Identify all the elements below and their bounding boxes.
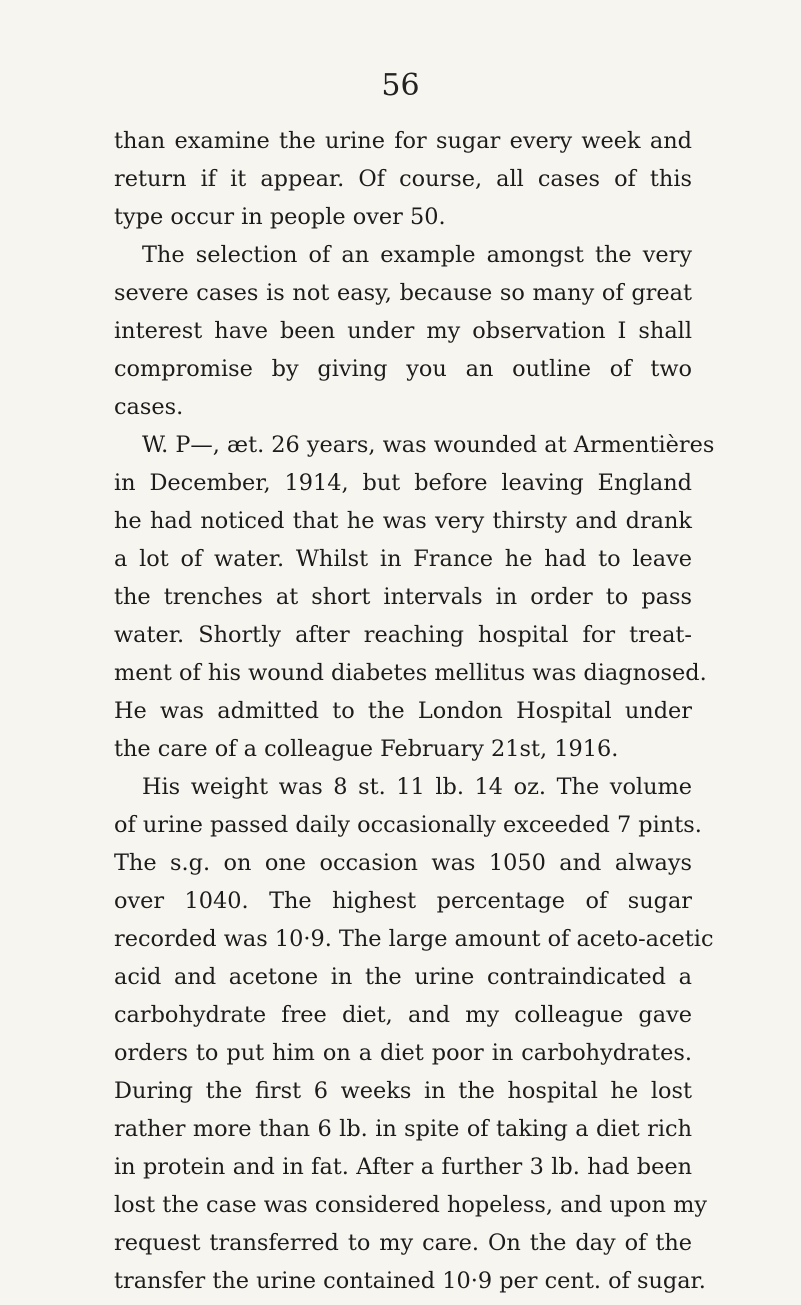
text-line: severe cases is not easy, because so many of great bbox=[114, 280, 692, 306]
text-line: cases. bbox=[114, 394, 184, 420]
paragraph-start-line: The selection of an example amongst the very bbox=[142, 242, 692, 268]
text-line: transfer the urine contained 10·9 per cent. of sugar. bbox=[114, 1268, 706, 1294]
text-line: return if it appear. Of course, all cases of this bbox=[114, 166, 692, 192]
text-line: compromise by giving you an outline of two bbox=[114, 356, 692, 382]
text-line: type occur in people over 50. bbox=[114, 204, 446, 230]
page-number: 56 bbox=[381, 68, 420, 103]
text-line: interest have been under my observation I shall bbox=[114, 318, 692, 344]
text-line: water. Shortly after reaching hospital for treat- bbox=[114, 622, 692, 648]
text-line: lost the case was considered hopeless, and upon my bbox=[114, 1192, 707, 1218]
text-line: he had noticed that he was very thirsty and drank bbox=[114, 508, 692, 534]
text-line: over 1040. The highest percentage of sugar bbox=[114, 888, 692, 914]
text-line: in protein and in fat. After a further 3 lb. had been bbox=[114, 1154, 692, 1180]
text-line: the care of a colleague February 21st, 1916. bbox=[114, 736, 619, 762]
text-line: orders to put him on a diet poor in carbohydrates. bbox=[114, 1040, 692, 1066]
text-line: than examine the urine for sugar every week and bbox=[114, 128, 692, 154]
text-line: recorded was 10·9. The large amount of aceto-acetic bbox=[114, 926, 714, 952]
paragraph-start-line: W. P—, æt. 26 years, was wounded at Armentières bbox=[142, 432, 715, 458]
text-line: rather more than 6 lb. in spite of taking a diet rich bbox=[114, 1116, 692, 1142]
text-line: of urine passed daily occasionally exceeded 7 pints. bbox=[114, 812, 702, 838]
text-line: in December, 1914, but before leaving England bbox=[114, 470, 692, 496]
text-line: a lot of water. Whilst in France he had to leave bbox=[114, 546, 692, 572]
text-line: ment of his wound diabetes mellitus was diagnosed. bbox=[114, 660, 707, 686]
text-line: carbohydrate free diet, and my colleague gave bbox=[114, 1002, 692, 1028]
paragraph-start-line: His weight was 8 st. 11 lb. 14 oz. The volume bbox=[142, 774, 692, 800]
text-line: The s.g. on one occasion was 1050 and always bbox=[114, 850, 692, 876]
text-line: the trenches at short intervals in order to pass bbox=[114, 584, 692, 610]
text-line: acid and acetone in the urine contraindicated a bbox=[114, 964, 692, 990]
text-line: During the first 6 weeks in the hospital he lost bbox=[114, 1078, 692, 1104]
text-line: He was admitted to the London Hospital under bbox=[114, 698, 692, 724]
text-line: request transferred to my care. On the day of the bbox=[114, 1230, 692, 1256]
